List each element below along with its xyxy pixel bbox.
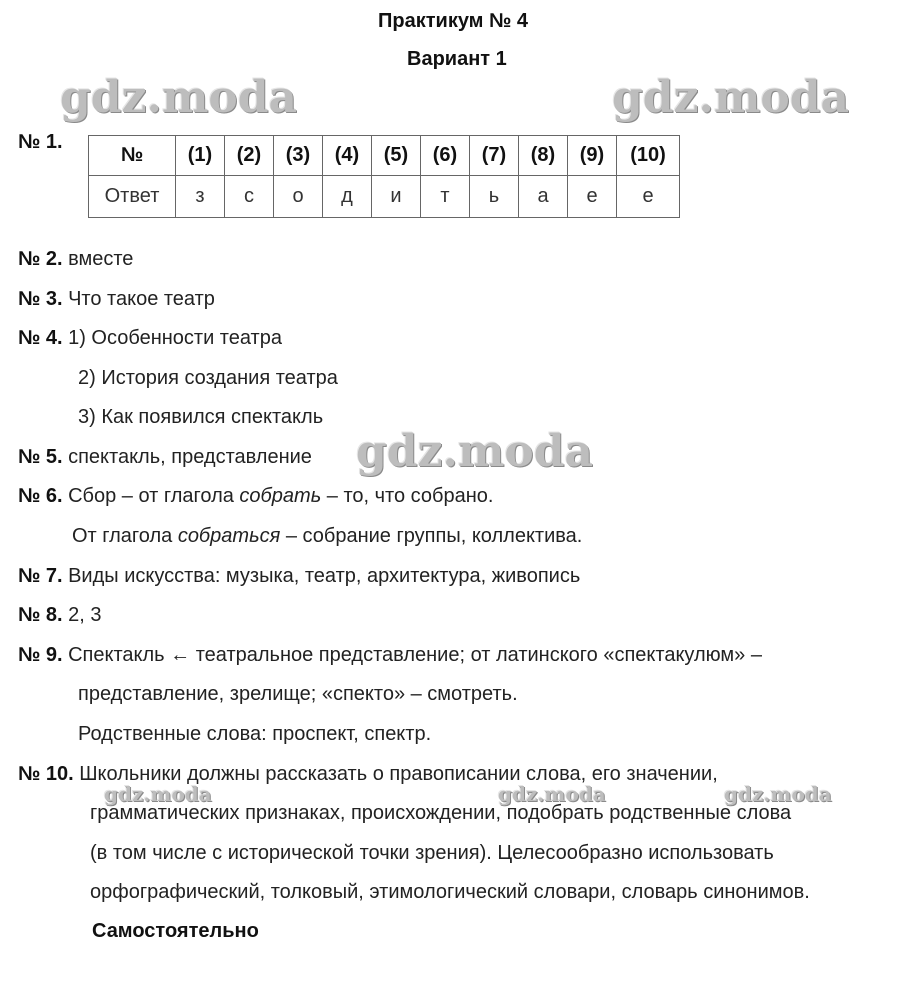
table-header-cell: (3) <box>274 136 323 176</box>
task5-text: спектакль, представление <box>68 446 312 468</box>
task7-label: № 7. <box>18 565 63 587</box>
task4 <box>18 326 282 350</box>
watermark: gdz.moda <box>724 782 832 806</box>
watermark: gdz.moda <box>612 72 850 123</box>
task6-text: – то, что собрано. <box>321 485 494 507</box>
table-header-label: № <box>89 136 176 176</box>
watermark: gdz.moda <box>104 782 212 806</box>
table-header-cell: (4) <box>323 136 372 176</box>
variant-title: Вариант 1 <box>407 48 507 70</box>
task3 <box>18 287 215 311</box>
task4-item: 1) Особенности театра <box>68 327 282 349</box>
task10-line4: орфографический, толковый, этимологический словари, словарь синонимов. <box>90 881 810 903</box>
table-header-row <box>89 136 680 176</box>
table-answer-cell: д <box>323 176 372 218</box>
watermark: gdz.moda <box>356 426 594 477</box>
task9-line3: Родственные слова: проспект, спектр. <box>78 723 432 745</box>
task4-label: № 4. <box>18 327 63 349</box>
table-answer-cell: а <box>519 176 568 218</box>
page-title: Практикум № 4 <box>378 10 529 32</box>
task4-item: 2) История создания театра <box>78 367 338 389</box>
task10-line1 <box>18 762 718 786</box>
table-header-cell: (5) <box>372 136 421 176</box>
task10-line3: (в том числе с исторической точки зрения). Целесообразно использовать <box>90 842 774 864</box>
task6-text: – собрание группы, коллектива. <box>280 525 583 547</box>
task6-italic-word: собраться <box>177 525 281 547</box>
task3-label: № 3. <box>18 288 63 310</box>
watermark: gdz.moda <box>60 72 298 123</box>
task6-text: Сбор – от глагола <box>68 485 240 507</box>
table-header-cell: (2) <box>225 136 274 176</box>
task7-text: Виды искусства: музыка, театр, архитектура, живопись <box>68 565 581 587</box>
table-header-cell: (7) <box>470 136 519 176</box>
task2-text: вместе <box>68 248 134 270</box>
watermark: gdz.moda <box>498 782 606 806</box>
table-answer-cell: е <box>617 176 680 218</box>
task8 <box>18 603 101 627</box>
task6-italic-word: собрать <box>239 485 322 507</box>
task6-text: От глагола <box>72 525 178 547</box>
task6-line1 <box>18 484 493 508</box>
table-answer-cell: т <box>421 176 470 218</box>
task10-footer: Самостоятельно <box>92 920 259 942</box>
task9-label: № 9. <box>18 644 63 666</box>
task10-label: № 10. <box>18 763 74 785</box>
task8-text: 2, 3 <box>68 604 102 626</box>
table-answer-row <box>89 176 680 218</box>
task4-item: 3) Как появился спектакль <box>78 406 324 428</box>
task5 <box>18 445 312 469</box>
task2 <box>18 247 133 271</box>
table-row-label: Ответ <box>89 176 176 218</box>
task5-label: № 5. <box>18 446 63 468</box>
task9-line2: представление, зрелище; «спекто» – смотреть. <box>78 683 518 705</box>
table-header-cell: (9) <box>568 136 617 176</box>
task8-label: № 8. <box>18 604 63 626</box>
task9-line1 <box>18 643 762 667</box>
task9-text: Спектакль ← театральное представление; от латинского «спектакулюм» – <box>68 644 762 666</box>
table-header-cell: (10) <box>617 136 680 176</box>
task2-label: № 2. <box>18 248 63 270</box>
table-header-cell: (8) <box>519 136 568 176</box>
table-answer-cell: и <box>372 176 421 218</box>
task10-line2: грамматических признаках, происхождении, подобрать родственные слова <box>90 802 792 824</box>
task10-text: Школьники должны рассказать о правописании слова, его значении, <box>79 763 718 785</box>
task3-text: Что такое театр <box>68 288 215 310</box>
table-answer-cell: с <box>225 176 274 218</box>
table-header-cell: (6) <box>421 136 470 176</box>
task6-label: № 6. <box>18 485 63 507</box>
task1-label: № 1. <box>18 131 63 153</box>
answer-table <box>88 135 680 218</box>
table-answer-cell: о <box>274 176 323 218</box>
table-header-cell: (1) <box>176 136 225 176</box>
table-answer-cell: з <box>176 176 225 218</box>
task7 <box>18 564 580 588</box>
table-answer-cell: ь <box>470 176 519 218</box>
table-answer-cell: е <box>568 176 617 218</box>
task6-line2 <box>72 524 582 548</box>
